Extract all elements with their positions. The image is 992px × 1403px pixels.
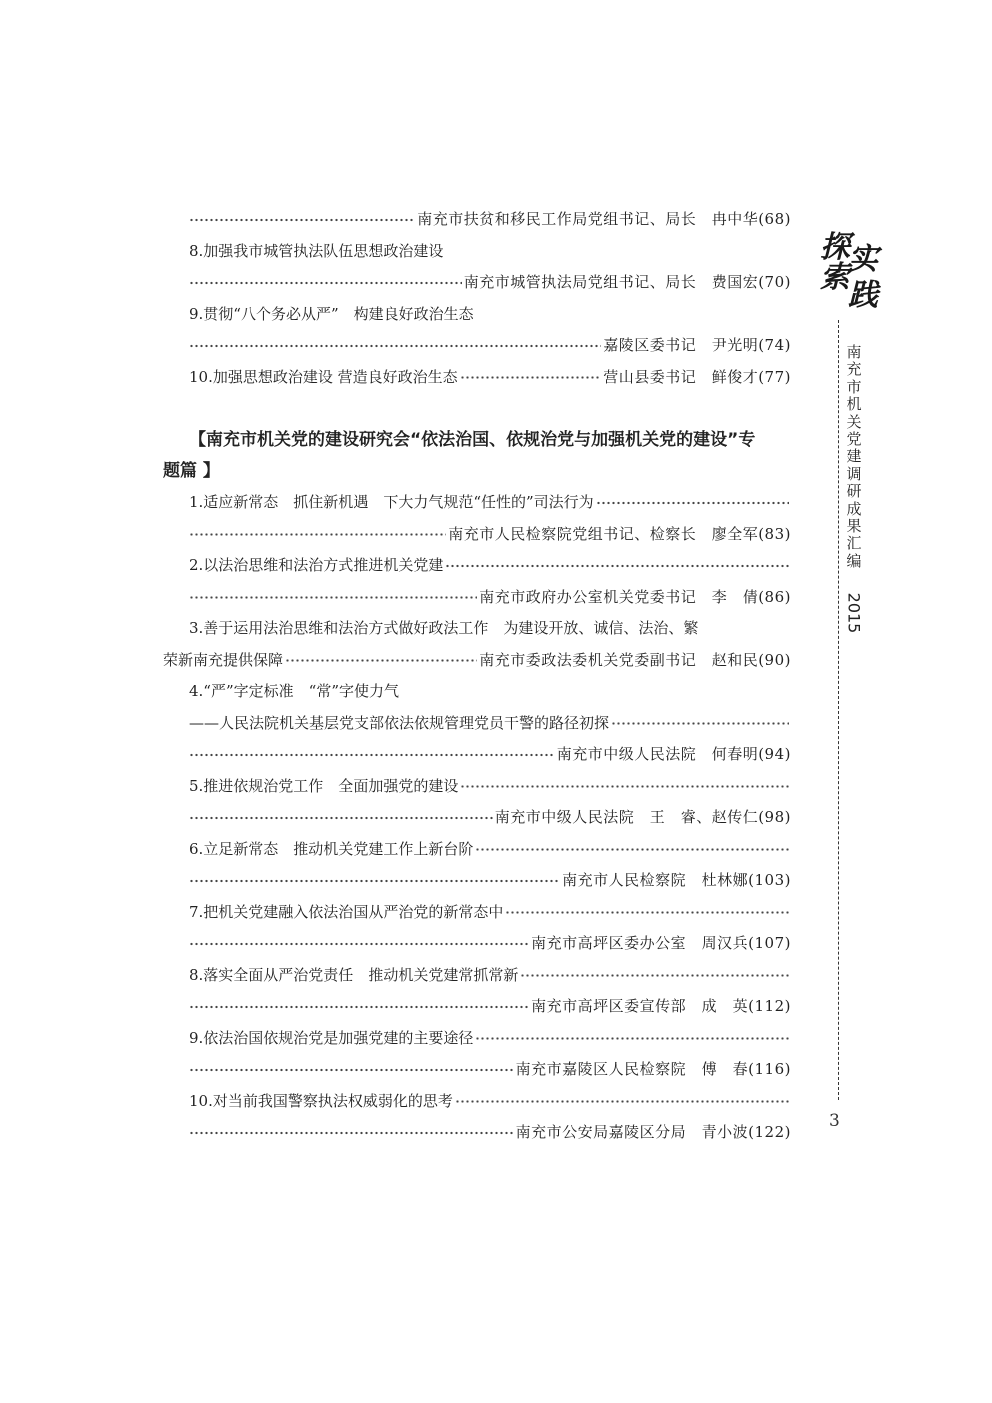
dot-leader (596, 487, 789, 519)
toc-entry-attribution: 南充市公安局嘉陵区分局 青小波(122) (515, 1123, 791, 1141)
book-title-char: 市 (846, 377, 862, 396)
logo-char: 探 (820, 230, 850, 265)
book-title-char: 关 (846, 412, 862, 431)
toc-entry-attribution: 南充市中级人民法院 何春明(94) (556, 745, 791, 763)
toc-entry[interactable] (163, 802, 791, 834)
dot-leader (189, 991, 529, 1023)
dot-leader (460, 771, 789, 803)
toc-entry[interactable] (163, 487, 791, 519)
book-title-char: 机 (846, 395, 862, 414)
toc-entry-attribution: 南充市扶贫和移民工作局党组书记、局长 冉中华(68) (417, 210, 791, 228)
book-title-char: 建 (846, 447, 862, 466)
dot-leader (189, 267, 462, 299)
toc-entry-attribution: 南充市政府办公室机关党委书记 李 倩(86) (479, 587, 791, 606)
toc-entry-title: ——人民法院机关基层党支部依法依规管理党员干警的路径初探 (189, 713, 610, 732)
toc-entry-title: 5.推进依规治党工作 全面加强党的建设 (189, 776, 459, 795)
dot-leader (189, 204, 415, 236)
side-divider (838, 320, 839, 1100)
spacer (163, 393, 791, 425)
toc-entry[interactable] (163, 236, 791, 268)
toc-entry[interactable] (163, 267, 791, 299)
section-heading-line: 题篇 】 (163, 461, 220, 481)
dot-leader (189, 519, 446, 551)
toc-entry[interactable] (163, 204, 791, 236)
toc-entry[interactable] (163, 771, 791, 803)
toc-entry[interactable] (163, 613, 791, 645)
dot-leader (445, 550, 789, 582)
toc-entry[interactable] (163, 676, 791, 708)
toc-entry-title: 3.善于运用法治思维和法治方式做好政法工作 为建设开放、诚信、法治、繁 (189, 619, 699, 637)
dot-leader (189, 330, 601, 362)
book-title-char: 南 (846, 343, 862, 361)
logo-char: 索 (820, 260, 850, 295)
dot-leader (189, 865, 560, 897)
toc-entry[interactable] (163, 1054, 791, 1086)
toc-entry-title: 7.把机关党建融入依法治国从严治党的新常态中 (189, 902, 504, 921)
toc-entry-title: 8.加强我市城管执法队伍思想政治建设 (189, 241, 444, 260)
book-year (843, 593, 865, 633)
toc-entry-attribution: 南充市人民检察院党组书记、检察长 廖全军(83) (448, 524, 791, 543)
toc-entry[interactable] (163, 739, 791, 771)
toc-entry[interactable] (163, 299, 791, 331)
toc-entry[interactable] (163, 991, 791, 1023)
toc-entry[interactable] (163, 550, 791, 582)
toc-entry[interactable] (163, 865, 791, 897)
toc-entry-title: 1.适应新常态 抓住新机遇 下大力气规范“任性的”司法行为 (189, 493, 594, 511)
toc-entry[interactable] (163, 645, 791, 677)
dot-leader (189, 928, 529, 960)
toc-entry-title: 10.加强思想政治建设 营造良好政治生态 (189, 367, 458, 386)
toc-entry-title: 9.贯彻“八个务必从严” 构建良好政治生态 (189, 304, 474, 323)
book-title-char: 成 (846, 499, 862, 518)
toc-entry[interactable] (163, 708, 791, 740)
toc-entry-attribution: 南充市嘉陵区人民检察院 傅 春(116) (515, 1060, 791, 1078)
dot-leader (520, 960, 789, 992)
section-heading-line: 【南充市机关党的建设研究会“依法治国、依规治党与加强机关党的建设”专 (189, 430, 756, 450)
toc-entry-title: 9.依法治国依规治党是加强党建的主要途径 (189, 1028, 474, 1047)
toc-entry[interactable] (163, 1086, 791, 1118)
toc-entry[interactable] (163, 960, 791, 992)
toc-entry-title: 2.以法治思维和法治方式推进机关党建 (189, 556, 444, 574)
dot-leader (475, 834, 789, 866)
logo-char: 践 (848, 278, 878, 313)
book-title-char: 调 (846, 464, 862, 483)
toc-entry-title: 6.立足新常态 推动机关党建工作上新台阶 (189, 839, 474, 858)
page-number: 3 (829, 1111, 840, 1131)
toc-entry-title: 10.对当前我国警察执法权威弱化的思考 (189, 1091, 453, 1110)
dot-leader (611, 708, 789, 740)
toc-entry[interactable] (163, 330, 791, 362)
toc-entry-attribution: 南充市中级人民法院 王 睿、赵传仁(98) (494, 808, 791, 826)
book-title-char: 党 (846, 430, 862, 449)
toc-entry-attribution: 南充市高坪区委办公室 周汉兵(107) (531, 934, 791, 952)
toc-entry-attribution: 南充市城管执法局党组书记、局长 费国宏(70) (463, 273, 791, 291)
dot-leader (189, 1117, 514, 1149)
dot-leader (505, 897, 789, 929)
toc-entry-attribution: 营山县委书记 鲜俊才(77) (603, 367, 791, 386)
toc-entry-attribution: 南充市委政法委机关党委副书记 赵和民(90) (479, 650, 791, 669)
book-title-char: 果 (846, 517, 862, 536)
section-heading (163, 425, 791, 487)
toc-entry-title: 4.“严”字定标准 “常”字使力气 (189, 682, 399, 700)
book-year-text: 2015 (844, 592, 864, 634)
toc-entry[interactable] (163, 1117, 791, 1149)
toc-entry[interactable] (163, 834, 791, 866)
dot-leader (460, 362, 602, 394)
dot-leader (189, 582, 477, 614)
toc-entry[interactable] (163, 928, 791, 960)
dot-leader (285, 645, 477, 677)
book-title-char: 充 (846, 360, 862, 379)
logo-char: 实 (848, 242, 878, 277)
toc-entry-title: 8.落实全面从严治党责任 推动机关党建常抓常新 (189, 965, 519, 984)
table-of-contents (163, 204, 791, 1149)
book-title-vertical (843, 344, 865, 570)
dot-leader (475, 1023, 789, 1055)
toc-entry[interactable] (163, 362, 791, 394)
toc-entry[interactable] (163, 897, 791, 929)
dot-leader (189, 1054, 514, 1086)
toc-entry[interactable] (163, 582, 791, 614)
toc-entry-attribution: 南充市高坪区委宣传部 成 英(112) (531, 997, 791, 1015)
book-title-char: 研 (846, 482, 862, 501)
book-title-char: 编 (846, 551, 862, 570)
book-title-char: 汇 (846, 534, 862, 553)
toc-entry-title: 荣新南充提供保障 (163, 650, 284, 669)
book-logo (820, 230, 890, 333)
toc-entry[interactable] (163, 519, 791, 551)
toc-entry-attribution: 南充市人民检察院 杜林娜(103) (562, 871, 791, 889)
dot-leader (455, 1086, 789, 1118)
dot-leader (189, 739, 555, 771)
toc-entry-attribution: 嘉陵区委书记 尹光明(74) (603, 336, 791, 354)
dot-leader (189, 802, 493, 834)
toc-entry[interactable] (163, 1023, 791, 1055)
